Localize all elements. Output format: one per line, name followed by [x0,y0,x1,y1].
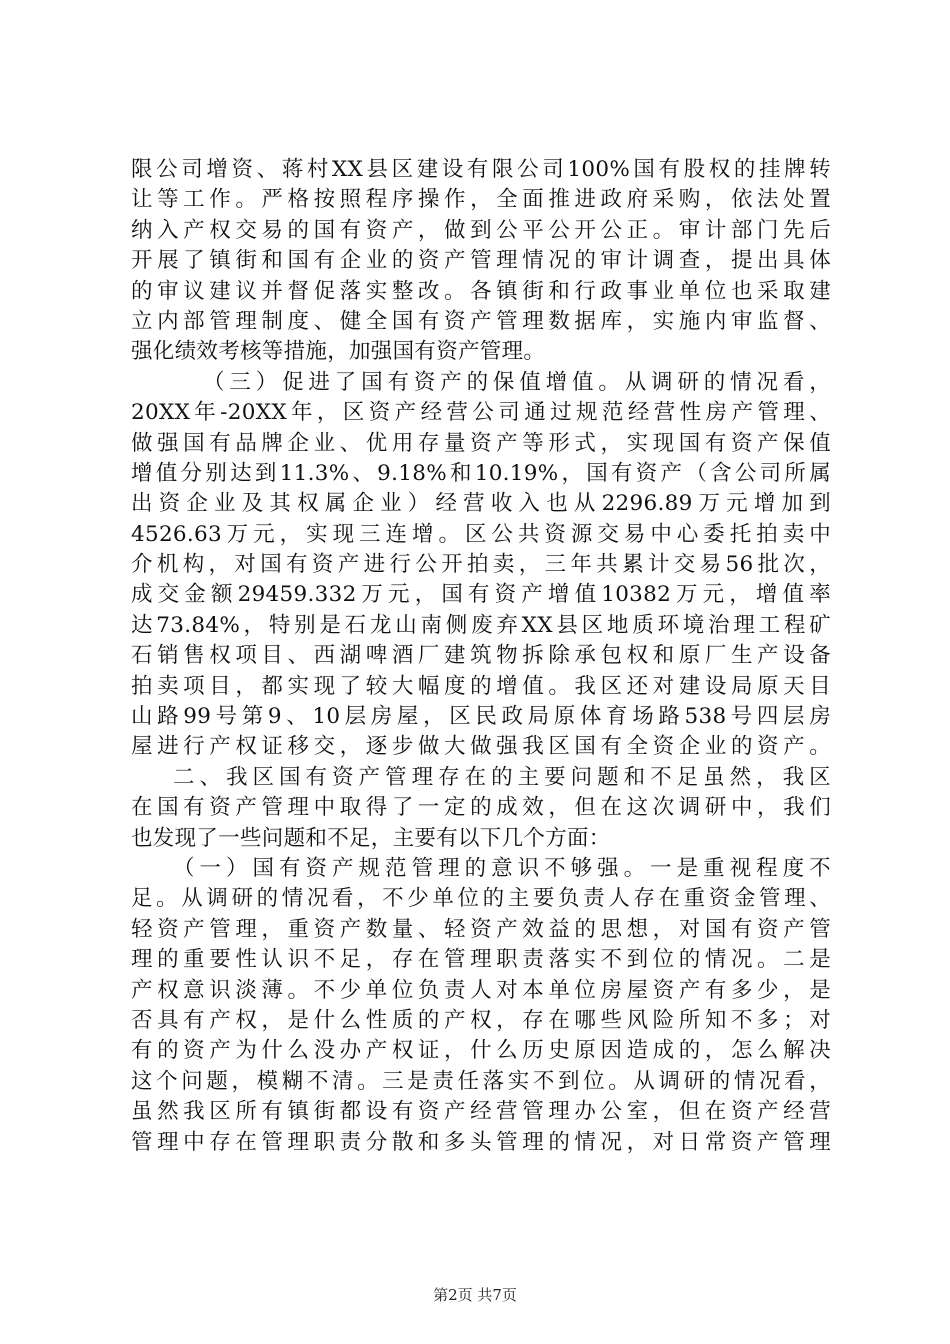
document-body [131,155,831,1158]
text-line: 开展了镇街和国有企业的资产管理情况的审计调查，提出具体 [131,248,831,274]
text-line: 20XX年-20XX年，区资产经营公司通过规范经营性房产管理、 [131,400,831,426]
text-line: 有的资产为什么没办产权证，什么历史原因造成的，怎么解决 [131,1038,831,1064]
text-line: 增值分别达到11.3%、9.18%和10.19%，国有资产（含公司所属 [131,460,831,486]
text-line: 4526.63万元，实现三连增。区公共资源交易中心委托拍卖中 [131,521,831,547]
text-line: 在国有资产管理中取得了一定的成效，但在这次调研中，我们 [131,795,831,821]
text-line: 屋进行产权证移交，逐步做大做强我区国有全资企业的资产。 [131,734,831,760]
text-line: 达73.84%，特别是石龙山南侧废弃XX县区地质环境治理工程矿 [131,612,831,638]
text-line: 让等工作。严格按照程序操作，全面推进政府采购，依法处置 [131,187,831,213]
text-line: 限公司增资、蒋村XX县区建设有限公司100%国有股权的挂牌转 [131,157,831,182]
section-heading-line: （一）国有资产规范管理的意识不够强。一是重视程度不 [173,855,831,881]
section-heading-line: （三）促进了国有资产的保值增值。从调研的情况看， [203,369,831,395]
text-line: 管理中存在管理职责分散和多头管理的情况，对日常资产管理 [131,1129,831,1155]
section-heading-line: 二、我区国有资产管理存在的主要问题和不足虽然，我区 [173,764,831,790]
text-line: 成交金额29459.332万元，国有资产增值10382万元，增值率 [131,582,831,608]
text-line: 介机构，对国有资产进行公开拍卖，三年共累计交易56批次， [131,552,831,578]
text-line: 这个问题，模糊不清。三是责任落实不到位。从调研的情况看， [131,1068,831,1094]
text-line: 否具有产权，是什么性质的产权，存在哪些风险所知不多；对 [131,1007,831,1033]
text-line: 山路99号第9、10层房屋，区民政局原体育场路538号四层房 [131,704,831,730]
text-line: 拍卖项目，都实现了较大幅度的增值。我区还对建设局原天目 [131,673,831,699]
text-line: 轻资产管理，重资产数量、轻资产效益的思想，对国有资产管 [131,916,831,942]
text-line: 理的重要性认识不足，存在管理职责落实不到位的情况。二是 [131,947,831,973]
text-line: 虽然我区所有镇街都设有资产经营管理办公室，但在资产经营 [131,1099,831,1125]
text-line: 石销售权项目、西湖啤酒厂建筑物拆除承包权和原厂生产设备 [131,643,831,669]
text-line: 足。从调研的情况看，不少单位的主要负责人存在重资金管理、 [131,886,831,912]
text-line: 做强国有品牌企业、优用存量资产等形式，实现国有资产保值 [131,430,831,456]
text-line: 的审议建议并督促落实整改。各镇街和行政事业单位也采取建 [131,278,831,304]
text-line: 产权意识淡薄。不少单位负责人对本单位房屋资产有多少，是 [131,977,831,1003]
text-line: 强化绩效考核等措施，加强国有资产管理。 [131,339,546,365]
page-number-footer: 第2页 共7页 [433,1286,517,1304]
text-line: 也发现了一些问题和不足，主要有以下几个方面： [131,825,611,851]
text-line: 纳入产权交易的国有资产，做到公平公开公正。审计部门先后 [131,217,831,243]
text-line: 出资企业及其权属企业）经营收入也从2296.89万元增加到 [131,491,831,517]
text-line: 立内部管理制度、健全国有资产管理数据库，实施内审监督、 [131,308,831,334]
